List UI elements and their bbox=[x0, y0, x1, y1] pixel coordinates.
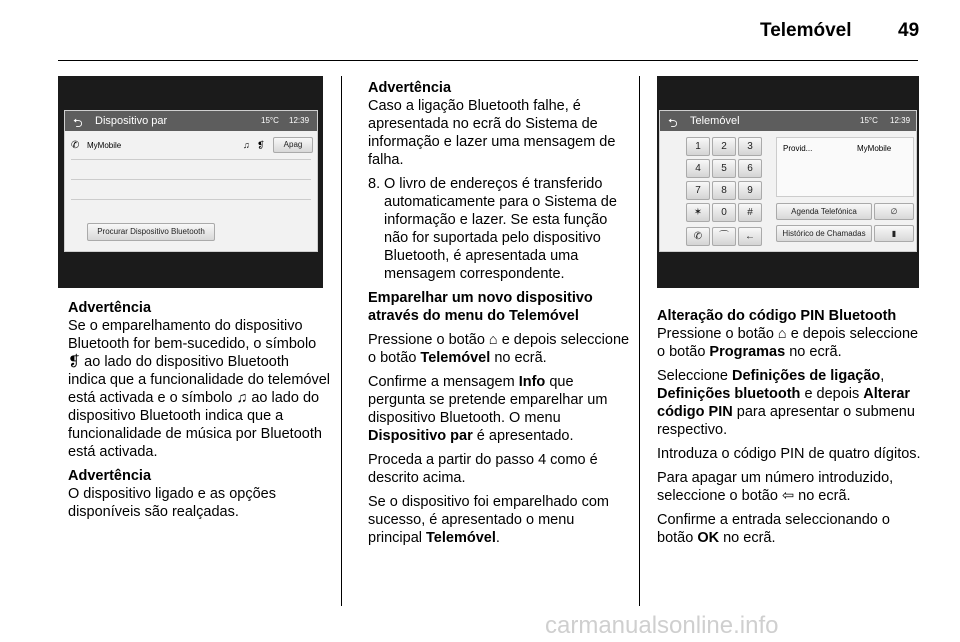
phone-icon: ✆ bbox=[71, 140, 80, 151]
provider-label: Provid... bbox=[783, 144, 813, 153]
bluetooth-phone-icon: ❡ bbox=[257, 140, 265, 150]
pairing-screen-image bbox=[58, 76, 323, 288]
step-number: 8. bbox=[368, 176, 381, 192]
keypad-key[interactable]: 1 bbox=[686, 137, 710, 156]
pairing-screen bbox=[64, 110, 318, 252]
keypad-key[interactable]: 7 bbox=[686, 181, 710, 200]
temperature-readout: 15°C bbox=[261, 116, 279, 125]
delete-button[interactable]: Apag bbox=[273, 137, 313, 153]
pairing-screen-title: Dispositivo par bbox=[95, 115, 168, 127]
button-name: Programas bbox=[709, 344, 786, 360]
paragraph bbox=[657, 367, 927, 439]
mic-mute-button[interactable]: ∅ bbox=[874, 203, 914, 220]
device-name[interactable]: MyMobile bbox=[87, 141, 122, 150]
text-run: Seleccione bbox=[657, 368, 728, 384]
paragraph bbox=[657, 469, 927, 505]
clock-readout: 12:39 bbox=[289, 116, 310, 125]
text-run: e depois seleccione o botão bbox=[657, 326, 919, 360]
text-run: no ecrã. bbox=[723, 530, 776, 546]
note-block bbox=[68, 299, 330, 461]
backspace-icon: ⇦ bbox=[781, 488, 795, 504]
phone-screen-title: Telemóvel bbox=[690, 115, 740, 127]
home-icon: ⌂ bbox=[777, 326, 787, 342]
keypad-key[interactable]: 9 bbox=[738, 181, 762, 200]
hangup-button[interactable]: ⌒ bbox=[712, 227, 736, 246]
middle-column bbox=[368, 79, 630, 553]
menu-name: Definições de ligação bbox=[731, 368, 881, 384]
text-run: . bbox=[495, 530, 500, 546]
page-header-title: Telemóvel bbox=[760, 20, 852, 41]
keypad-key[interactable]: ✶ bbox=[686, 203, 710, 222]
list-divider bbox=[71, 199, 311, 200]
keypad-key[interactable]: 6 bbox=[738, 159, 762, 178]
section-heading: Alteração do código PIN Bluetooth bbox=[657, 308, 897, 324]
page-number: 49 bbox=[898, 20, 920, 41]
note-body: Caso a ligação Bluetooth falhe, é apresentada no ecrã do Sistema de informação e lazer uma mensagem de falha. bbox=[368, 98, 616, 168]
phone-info-panel bbox=[776, 137, 914, 197]
list-divider bbox=[71, 179, 311, 180]
text-run: , bbox=[880, 368, 885, 384]
paragraph: Proceda a partir do passo 4 como é descrito acima. bbox=[368, 452, 598, 486]
back-arrow-icon[interactable]: ⮌ bbox=[668, 116, 678, 130]
note-body: Se o emparelhamento do dispositivo Bluetooth for bem-sucedido, o símbolo ❡ ao lado do dispositivo Bluetooth indica que a funcionalidade do telemóvel está activada e o símbolo ♫ ao lado do dispositivo Bluetooth indica que a funcionalidade de música por Bluetooth está activada. bbox=[68, 318, 330, 460]
call-history-button[interactable]: Histórico de Chamadas bbox=[776, 225, 872, 242]
phone-device-button[interactable]: ▮ bbox=[874, 225, 914, 242]
text-run: Confirme a entrada seleccionando o botão bbox=[657, 512, 890, 546]
keypad-key[interactable]: 0 bbox=[712, 203, 736, 222]
paragraph: Introduza o código PIN de quatro dígitos. bbox=[657, 446, 921, 462]
step-text: O livro de endereços é transferido automaticamente para o Sistema de informação e lazer. Se esta função não for suportada pelo dispositivo Bluetooth, é apresentada uma mensagem correspondente. bbox=[384, 176, 617, 282]
paragraph bbox=[657, 325, 927, 361]
menu-name: Dispositivo par bbox=[368, 428, 473, 444]
contacts-button[interactable]: Agenda Telefónica bbox=[776, 203, 872, 220]
button-name: Info bbox=[518, 374, 546, 390]
backspace-button[interactable]: ← bbox=[738, 227, 762, 246]
watermark: carmanualsonline.info bbox=[545, 612, 779, 639]
header-divider bbox=[58, 60, 918, 61]
note-title: Advertência bbox=[68, 468, 152, 484]
search-device-button[interactable]: Procurar Dispositivo Bluetooth bbox=[87, 223, 215, 241]
text-run: é apresentado. bbox=[476, 428, 574, 444]
phone-screen bbox=[659, 110, 917, 252]
keypad-key[interactable]: 8 bbox=[712, 181, 736, 200]
keypad-key[interactable]: 5 bbox=[712, 159, 736, 178]
phone-screen-image bbox=[657, 76, 919, 288]
note-block bbox=[368, 79, 630, 169]
note-title: Advertência bbox=[368, 80, 452, 96]
temperature-readout: 15°C bbox=[860, 116, 878, 125]
note-block bbox=[68, 467, 330, 521]
text-run: no ecrã. bbox=[789, 344, 842, 360]
paragraph bbox=[368, 493, 630, 547]
keypad-key[interactable]: 2 bbox=[712, 137, 736, 156]
button-name: Telemóvel bbox=[420, 350, 491, 366]
paragraph bbox=[657, 511, 927, 547]
button-name: OK bbox=[697, 530, 720, 546]
column-divider-left bbox=[341, 76, 342, 606]
text-run: Para apagar um número introduzido, seleccione o botão bbox=[657, 470, 894, 504]
text-run: Se o dispositivo foi emparelhado com sucesso, é apresentado o menu principal bbox=[368, 494, 609, 546]
paragraph bbox=[368, 331, 630, 367]
menu-name: Definições bluetooth bbox=[657, 386, 801, 402]
keypad-key[interactable]: # bbox=[738, 203, 762, 222]
text-run: e depois seleccione o botão bbox=[368, 332, 630, 366]
text-run: para apresentar o submenu respectivo. bbox=[657, 404, 915, 438]
text-run: e depois bbox=[804, 386, 860, 402]
step-item bbox=[368, 175, 630, 283]
clock-readout: 12:39 bbox=[890, 116, 911, 125]
column-divider-right bbox=[639, 76, 640, 606]
paragraph bbox=[368, 373, 630, 445]
right-column bbox=[657, 307, 927, 553]
note-body: O dispositivo ligado e as opções disponíveis são realçadas. bbox=[68, 486, 276, 520]
text-run: que pergunta se pretende emparelhar um dispositivo Bluetooth. O menu bbox=[368, 374, 608, 426]
device-name: MyMobile bbox=[857, 144, 892, 153]
text-run: no ecrã. bbox=[798, 488, 851, 504]
text-run: Pressione o botão bbox=[368, 332, 485, 348]
menu-name: Alterar código PIN bbox=[657, 386, 911, 420]
phone-screen-titlebar bbox=[660, 111, 916, 131]
music-icon: ♫ bbox=[243, 140, 250, 150]
section-heading: Emparelhar um novo dispositivo através do menu do Telemóvel bbox=[368, 290, 593, 324]
home-icon: ⌂ bbox=[488, 332, 498, 348]
keypad-key[interactable]: 4 bbox=[686, 159, 710, 178]
text-run: Confirme a mensagem bbox=[368, 374, 515, 390]
note-title: Advertência bbox=[68, 300, 152, 316]
menu-name: Telemóvel bbox=[426, 530, 496, 546]
back-arrow-icon[interactable]: ⮌ bbox=[73, 116, 83, 130]
text-run: Pressione o botão bbox=[657, 326, 774, 342]
pairing-screen-titlebar bbox=[65, 111, 317, 131]
text-run: no ecrã. bbox=[494, 350, 547, 366]
left-column bbox=[68, 299, 330, 527]
call-button[interactable]: ✆ bbox=[686, 227, 710, 246]
keypad-key[interactable]: 3 bbox=[738, 137, 762, 156]
list-divider bbox=[71, 159, 311, 160]
